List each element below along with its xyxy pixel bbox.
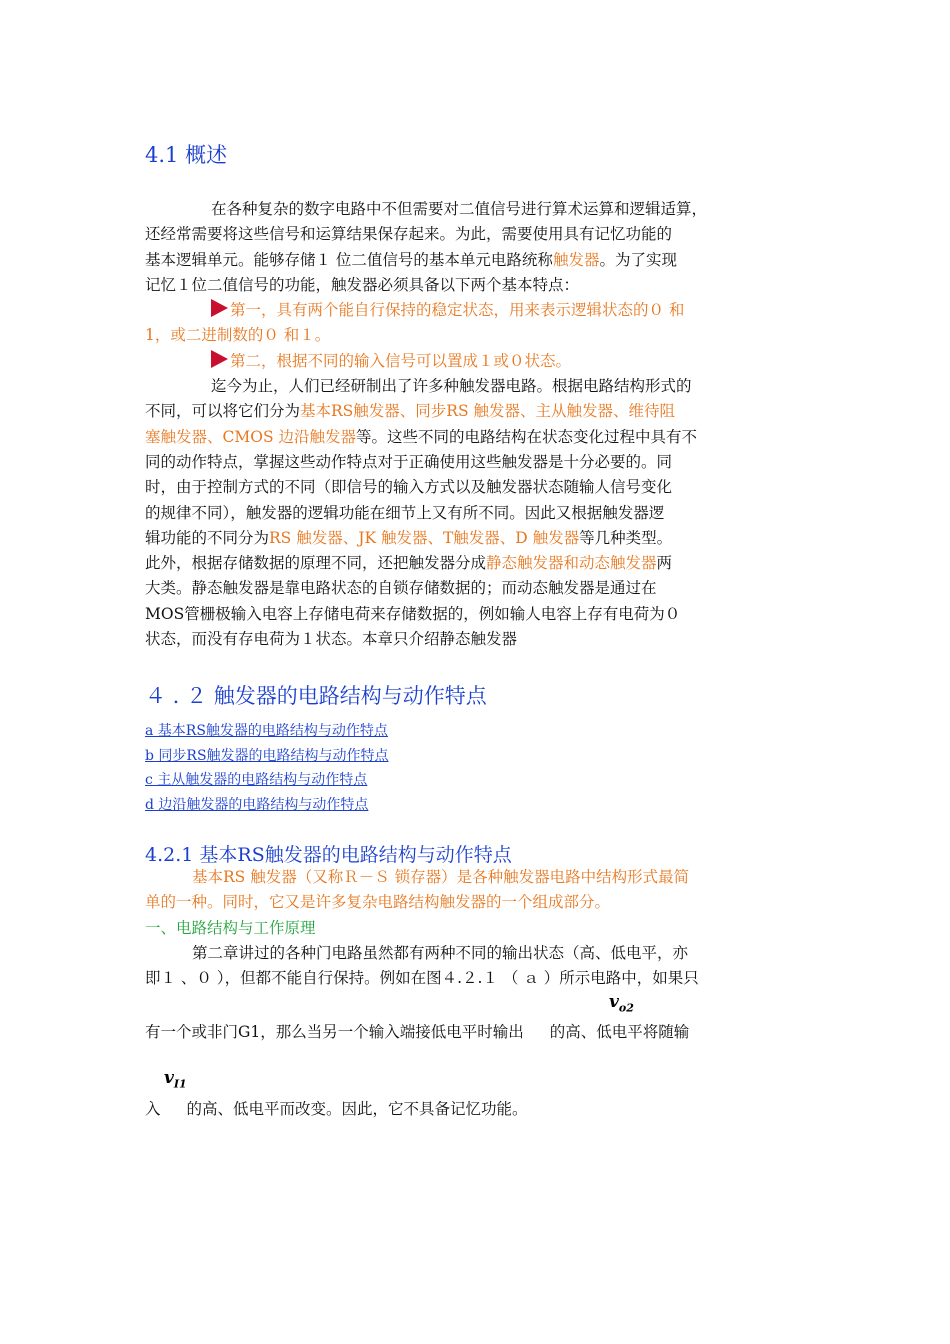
- link-edge[interactable]: d 边沿触发器的电路结构与动作特点: [145, 796, 369, 813]
- subsection-heading: 一、电路结构与工作原理: [145, 918, 316, 937]
- text-line: 不同，可以将它们分为基本RS触发器、同步RS 触发器、主从触发器、维待阻: [145, 402, 676, 421]
- text-line: 同的动作特点，掌握这些动作特点对于正确使用这些触发器是十分必要的。同: [145, 452, 673, 471]
- bullet-item-1-cont: 1，或二进制数的０ 和１。: [145, 326, 331, 345]
- link-basic-rs[interactable]: a 基本RS触发器的电路结构与动作特点: [145, 723, 388, 739]
- highlight-term: 静态触发器和动态触发器: [486, 554, 657, 573]
- text-line: 单的一种。同时，它又是许多复杂电路结构触发器的一个组成部分。: [145, 893, 611, 912]
- text-line: 记忆１位二值信号的功能，触发器必须具备以下两个基本特点：: [145, 275, 580, 294]
- vi1-symbol: $v_{I1}$: [164, 1068, 187, 1091]
- text-line: 塞触发器、CMOS 边沿触发器等。这些不同的电路结构在状态变化过程中具有不: [145, 427, 697, 446]
- text-line: 辑功能的不同分为RS 触发器、JK 触发器、T触发器、D 触发器等几种类型。: [145, 528, 673, 547]
- text-line: 的规律不同），触发器的逻辑功能在细节上又有所不同。因此又根据触发器逻: [145, 503, 665, 522]
- text-line: 即１ 、０ ），但都不能自行保持。例如在图４.２.１ （ ａ ）所示电路中，如果只: [145, 969, 699, 988]
- text-line: 第二章讲过的各种门电路虽然都有两种不同的输出状态（高、低电平，亦: [192, 943, 689, 962]
- section-heading-4-1: 4.1 概述: [145, 143, 228, 167]
- text-line: 状态，而没有存电荷为１状态。本章只介绍静态触发器: [145, 630, 518, 649]
- text-line: 大类。静态触发器是靠电路状态的自锁存储数据的；而动态触发器是通过在: [145, 579, 657, 598]
- link-master-slave[interactable]: c 主从触发器的电路结构与动作特点: [145, 772, 368, 789]
- text-line: 迄今为止，人们已经研制出了许多种触发器电路。根据电路结构形式的: [211, 377, 692, 396]
- text-line: 时，由于控制方式的不同（即信号的输入方式以及触发器状态随输人信号变化: [145, 478, 673, 497]
- vo2-symbol: $v_{o2}$: [609, 992, 634, 1015]
- triangle-bullet-icon: [211, 350, 228, 368]
- text-line-with-vo2: 有一个或非门G1，那么当另一个输入端接低电平时输出 的高、低电平将随输: [145, 1023, 690, 1041]
- highlight-term: RS 触发器、JK 触发器、T触发器、D 触发器: [269, 528, 580, 547]
- triangle-bullet-icon: [211, 299, 228, 317]
- intro-paragraph: [145, 197, 805, 652]
- section-heading-4-2-1: 4.2.1 基本RS触发器的电路结构与动作特点: [145, 844, 512, 866]
- text-line: 基本RS 触发器（又称Ｒ－Ｓ 锁存器）是各种触发器电路中结构形式最简: [192, 868, 690, 886]
- bullet-item-1: 第一，具有两个能自行保持的稳定状态，用来表示逻辑状态的０ 和: [145, 298, 805, 323]
- toc-links: [145, 719, 389, 817]
- highlight-term: 触发器: [552, 250, 600, 269]
- text-line: 还经常需要将这些信号和运算结果保存起来。为此，需要使用具有记忆功能的: [145, 225, 673, 244]
- highlight-term: 塞触发器、CMOS 边沿触发器: [145, 427, 356, 446]
- section-heading-4-2: ４ . ２ 触发器的电路结构与动作特点: [145, 684, 487, 708]
- text-line: 基本逻辑单元。能够存储１ 位二值信号的基本单元电路统称触发器。为了实现: [145, 250, 677, 269]
- highlight-term: 基本RS触发器、同步RS 触发器、主从触发器、维待阻: [300, 402, 676, 421]
- text-line: 在各种复杂的数字电路中不但需要对二值信号进行算术运算和逻辑适算，: [211, 200, 708, 218]
- rs-intro-paragraph: [145, 865, 805, 991]
- text-line: 此外，根据存储数据的原理不同，还把触发器分成静态触发器和动态触发器两: [145, 554, 673, 573]
- text-line: MOS管栅极输入电容上存储电荷来存储数据的，例如输人电容上存有电荷为０: [145, 604, 681, 623]
- text-line-with-vi1: 入 的高、低电平而改变。因此，它不具备记忆功能。: [145, 1100, 528, 1118]
- bullet-item-2: 第二，根据不同的输入信号可以置成１或０状态。: [145, 349, 805, 374]
- link-sync-rs[interactable]: b 同步RS触发器的电路结构与动作特点: [145, 747, 389, 764]
